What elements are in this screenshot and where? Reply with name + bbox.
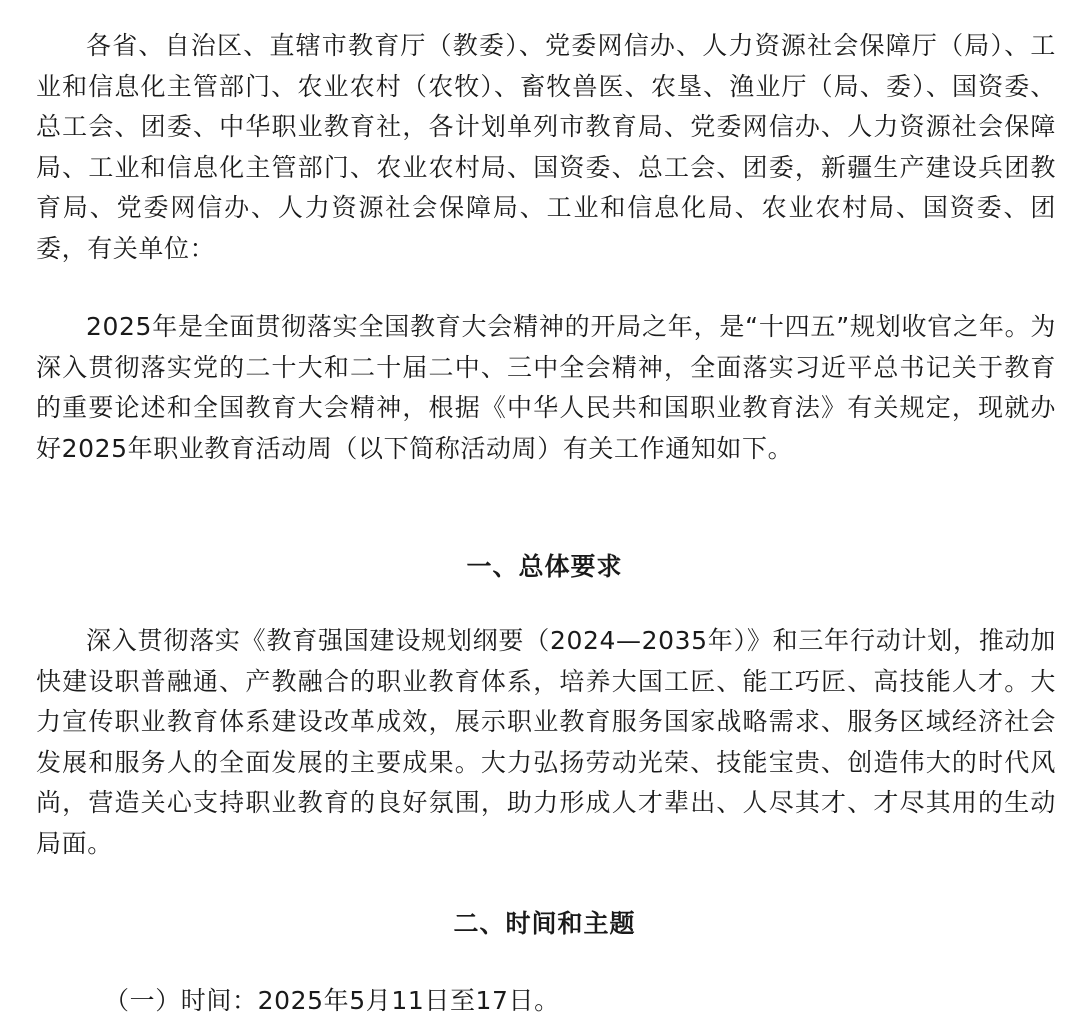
time-item-paragraph: （一）时间：2025年5月11日至17日。 bbox=[104, 986, 560, 1015]
section-heading-general-requirements: 一、总体要求 bbox=[466, 552, 623, 581]
section-heading-time-and-theme: 二、时间和主题 bbox=[453, 909, 636, 938]
intro-paragraph: 2025年是全面贯彻落实全国教育大会精神的开局之年，是“十四五”规划收官之年。为深入贯彻落实党的二十大和二十届二中、三中全会精神，全面落实习近平总书记关于教育的重要论述和全国教育大会精神，根据《中华人民共和国职业教育法》有关规定，现就办好2025年职业教育活动周（以下简称活动周）有关工作通知如下。 bbox=[36, 312, 1056, 463]
recipients-paragraph: 各省、自治区、直辖市教育厅（教委）、党委网信办、人力资源社会保障厅（局）、工业和信息化主管部门、农业农村（农牧）、畜牧兽医、农垦、渔业厅（局、委）、国资委、总工会、团委、中华职业教育社，各计划单列市教育局、党委网信办、人力资源社会保障局、工业和信息化主管部门、农业农村局、国资委、总工会、团委，新疆生产建设兵团教育局、党委网信办、人力资源社会保障局、工业和信息化局、农业农村局、国资委、团委，有关单位： bbox=[36, 31, 1056, 263]
general-requirements-paragraph: 深入贯彻落实《教育强国建设规划纲要（2024—2035年）》和三年行动计划，推动加快建设职普融通、产教融合的职业教育体系，培养大国工匠、能工巧匠、高技能人才。大力宣传职业教育体系建设改革成效，展示职业教育服务国家战略需求、服务区域经济社会发展和服务人的全面发展的主要成果。大力弘扬劳动光荣、技能宝贵、创造伟大的时代风尚，营造关心支持职业教育的良好氛围，助力形成人才辈出、人尽其才、才尽其用的生动局面。 bbox=[36, 626, 1056, 858]
